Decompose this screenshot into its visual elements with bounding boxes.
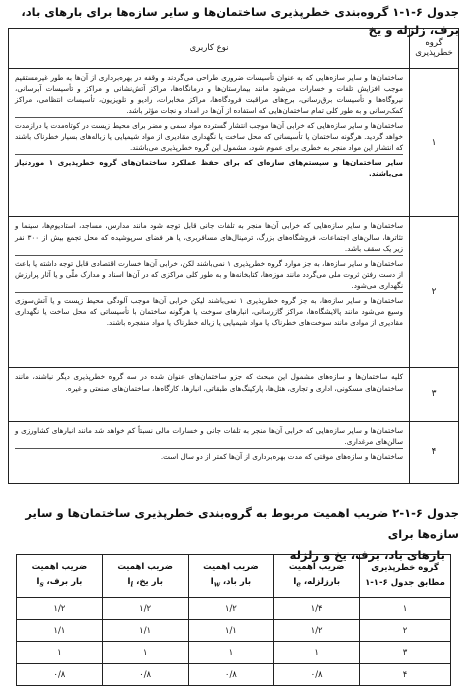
use-description [9,217,410,368]
table1-row [9,368,459,421]
group-number: ۲ [410,217,459,368]
use-paragraph: کلیه ساختمان‌ها و سازه‌های مشمول این مبحث که جزو ساختمان‌های عنوان شده در سه گروه خطرپذیری دیگر نباشند، مانند ساختمان‌های مسکونی، اداری و تجاری، هتل‌ها، پارکینگ‌های طبقاتی، انبارها، کارگاه‌ها، ساختمان‌های صنعتی و غیره. [15,372,403,393]
cell-group: ۳ [360,642,451,664]
use-paragraph: سایر ساختمان‌ها و سیستم‌های سازه‌ای که برای حفظ عملکرد ساختمان‌های گروه خطرپذیری ۱ موردنیاز می‌باشند. [15,158,403,179]
cell-seismic: ۰/۸ [274,664,360,686]
cell-snow: ۱/۲ [17,598,103,620]
header-snow: ضریب اهمیت بار برف، $I_s$ [17,555,103,598]
cell-ice: ۰/۸ [102,664,188,686]
use-description [9,368,410,421]
header-wind: ضریب اهمیت بار باد، $I_w$ [188,555,274,598]
cell-ice: ۱ [102,642,188,664]
table2-row [17,598,451,620]
cell-ice: ۱/۲ [102,598,188,620]
cell-seismic: ۱/۴ [274,598,360,620]
table2-row [17,620,451,642]
header-group: گروه خطرپذیری مطابق جدول ۶-۱-۱ [360,555,451,598]
cell-wind: ۱ [188,642,274,664]
group-number: ۴ [410,421,459,484]
column-header-group: گروه خطرپذیری [410,29,459,69]
cell-snow: ۱ [17,642,103,664]
use-paragraph: ساختمان‌ها و سایر سازه‌ها، به جز گروه خطرپذیری ۱ نمی‌باشند لیکن خرابی آن‌ها موجب آلودگی محیط زیست و یا آتش‌سوزی وسیع می‌شود مانند پالایشگاه‌ها، مراکز گازرسانی، انبارهای سوخت یا هرگونه ساختمان با تأسیساتی که محل ساخت یا نگهداری مقادیری از موادی مانند سوخت‌های خطرناک یا مواد شیمیایی یا زباله خطرناک یا مواد منفجره باشند. [15,296,403,328]
use-paragraph: ساختمان‌ها و سایر سازه‌هایی که به عنوان تأسیسات ضروری طراحی می‌گردند و وقفه در بهره‌برداری از آن‌ها به طور غیرمستقیم موجب افزایش تلفات و خسارات می‌شود مانند بیمارستان‌ها و درمانگاه‌ها، مراکز آتش‌نشانی و مراکز و تأسیسات آبرسانی، نیروگاه‌ها و تأسیسات برق‌رسانی، برج‌های مراقبت فرودگاه‌ها، مراکز مخابرات، رادیو و تلویزیون، تأسیسات انتظامی، مراکز کمک‌رسانی و به طور کلی تمام ساختمان‌هایی که استفاده از آن‌ها در امداد و نجات مؤثر باشد. [15,72,403,118]
table1-row [9,68,459,217]
use-description [9,421,410,484]
importance-factor-table [16,554,451,686]
table1-row [9,217,459,368]
use-description [9,68,410,217]
column-header-use: نوع کاربری [9,29,410,69]
use-paragraph: ساختمان‌ها و سایر سازه‌هایی که خرابی آن‌ها موجب انتشار گسترده مواد سمی و مضر برای محیط زیست در کوتاه‌مدت یا درازمدت خواهد گردید. هرگونه ساختمان یا تأسیساتی که محل ساخت یا نگهداری مقادیری از مواد شیمیایی یا زباله‌های بسیار خطرناک باشند که انتشار این مواد منجر به خطری برای عموم شود، مشمول این گروه خطرپذیری می‌باشند. [15,120,403,155]
table2-title-line1: جدول ۶-۱-۲ ضریب اهمیت مربوط به گروه‌بندی خطرپذیری ساختمان‌ها و سایر سازه‌ها برای [25,506,459,541]
use-paragraph: ساختمان‌ها و سایر سازه‌هایی که خرابی آن‌ها منجر به تلفات جانی و خسارات مالی نسبتاً کم خواهد شد مانند انبارهای کشاورزی و سالن‌های مرغداری. [15,425,403,449]
cell-snow: ۱/۱ [17,620,103,642]
table1-row [9,421,459,484]
header-seismic: ضریب اهمیت بارزلزله، $I_e$ [274,555,360,598]
table2-row [17,642,451,664]
cell-snow: ۰/۸ [17,664,103,686]
use-paragraph: ساختمان‌ها و سازه‌های موقتی که مدت بهره‌برداری از آن‌ها کمتر از دو سال است. [160,451,403,461]
cell-seismic: ۱/۲ [274,620,360,642]
group-number: ۱ [410,68,459,217]
cell-wind: ۰/۸ [188,664,274,686]
table2-title-line2: بارهای باد، برف، یخ و زلزله [289,548,445,562]
table1-title: جدول ۶-۱-۱ گروه‌بندی خطرپذیری ساختمان‌ها و سایر سازه‌ها برای بارهای باد، برف، زلزله و یخ [21,5,459,37]
group-number: ۳ [410,368,459,421]
header-ice: ضریب اهمیت بار یخ، $I_i$ [102,555,188,598]
cell-wind: ۱/۱ [188,620,274,642]
cell-group: ۲ [360,620,451,642]
cell-wind: ۱/۲ [188,598,274,620]
table2-row [17,664,451,686]
cell-seismic: ۱ [274,642,360,664]
cell-group: ۴ [360,664,451,686]
table1-header-row [9,29,459,69]
cell-group: ۱ [360,598,451,620]
use-paragraph: ساختمان‌ها و سایر سازه‌هایی که خرابی آن‌ها منجر به تلفات جانی قابل توجه شود مانند مدارس، مساجد، استادیوم‌ها، سینما و تئاترها، سالن‌های اجتماعات، فروشگاه‌های بزرگ، ترمینال‌های مسافربری، یا هر فضای سرپوشیده که محل تجمع بیش از ۳۰۰ نفر زیر یک سقف باشد. [15,220,403,255]
table2-header-row [17,555,451,598]
cell-ice: ۱/۱ [102,620,188,642]
risk-category-table [8,28,459,484]
use-paragraph: ساختمان‌ها و سایر سازه‌ها، به جز موارد گروه خطرپذیری ۱ نمی‌باشند لکن، خرابی آن‌ها خسارت اقتصادی قابل توجه داشته یا باعث از دست رفتن ثروت ملی می‌گردد مانند موزه‌ها، کتابخانه‌ها و به طور کلی مراکزی که در آن‌ها اسناد و مدارک ملّی و یا آثار پرارزش نگهداری می‌شود. [15,258,403,293]
